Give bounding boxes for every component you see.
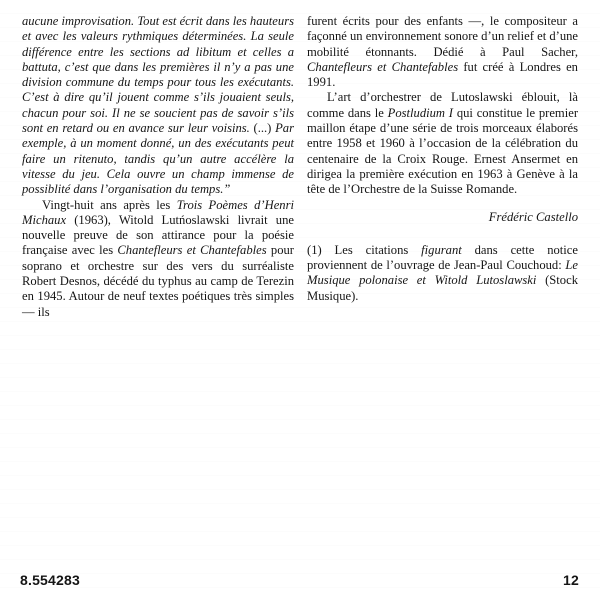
quotation-text-part2: Par exemple, à un moment donné, un des exécutants peut faire un ritenuto, tandis qu’un autre accélère la vitesse du jeu. Cela ouvre un champ immense de possiblité dans l’organisation du temps. [22,121,294,197]
quotation-text-part1: aucune improvisation. Tout est écrit dans les hauteurs et avec les valeurs rythmiques déterminées. La seule différence entre les sections ad libitum et celles a battuta, c’est que dans les premières il n’y a pas une division commune du temps pour tous les exécutants. C’est à dire qu’il jouent comme s’ils jouaient seuls, chacun pour soi. Il ne se soucient pas de savoir s’ils sont en retard ou en avance sur leur voisins. [22,14,294,136]
paragraph-text: furent écrits pour des enfants —, le compositeur a façonné un environnement sonore d’un relief et d’une mobilité étonnants. Dédié à Paul Sacher, [307,14,579,59]
body-paragraph-continuation [307,14,578,90]
footnote-text: (1) Les citations [307,242,422,257]
quotation-paragraph [22,14,294,198]
body-paragraph-trois-poemes [22,198,294,320]
footnote-text: dans cette notice proviennent de l’ouvrage de Jean-Paul Couchoud: [307,242,578,273]
work-title-chantefleurs: Chantefleurs et Chantefables [117,243,267,258]
paragraph-text: L’art d’orchestrer de Lutoslawski éblouit, là comme dans le [307,90,578,120]
work-title-trois-poemes: Trois Poèmes d’Henri Michaux [22,197,294,227]
paragraph-text: pour soprano et orchestre sur des vers du surréaliste Robert Desnos, décédé du typhus au camp de Terezin en 1945. Autour de neuf textes poétiques très simples — ils [22,243,294,319]
author-signature: Frédéric Castello [488,209,578,224]
footnote-emphasis: figurant [421,242,462,257]
paragraph-text: (1963), Witold Lutńoslawski livrait une nouvelle preuve de son attirance pour la poésie française avec les [22,212,294,258]
work-title-postludium: Postludium I [387,105,454,120]
body-paragraph-orchestration [307,90,578,197]
right-column [307,14,578,304]
paragraph-text: qui constitue le premier maillon étape d’une série de trois morceaux élaborés entre 1958 et 1960 à l’occasion de la célébration du centenaire de la Croix Rouge. Ernest Ansermet en dirigea la première exécution en 1963 à Genève à la tête de l’Orchestre de la Suisse Romande. [307,105,579,197]
work-title-chantefleurs: Chantefleurs et Chantefables [307,59,459,74]
footnote-text: (Stock Musique). [307,273,578,303]
left-column [22,14,294,320]
quotation-ellipsis: (...) [249,121,276,136]
page-number: 12 [563,572,579,588]
catalog-number: 8.554283 [20,572,80,588]
footnote-book-title: Le Musique polonaise et Witold Lutoslawski [307,258,578,288]
quotation-close-mark: ” [223,182,231,197]
footnote [307,243,578,304]
paragraph-text: Vingt-huit ans après les [42,197,177,212]
paragraph-text: fut créé à Londres en 1991. [307,59,578,90]
